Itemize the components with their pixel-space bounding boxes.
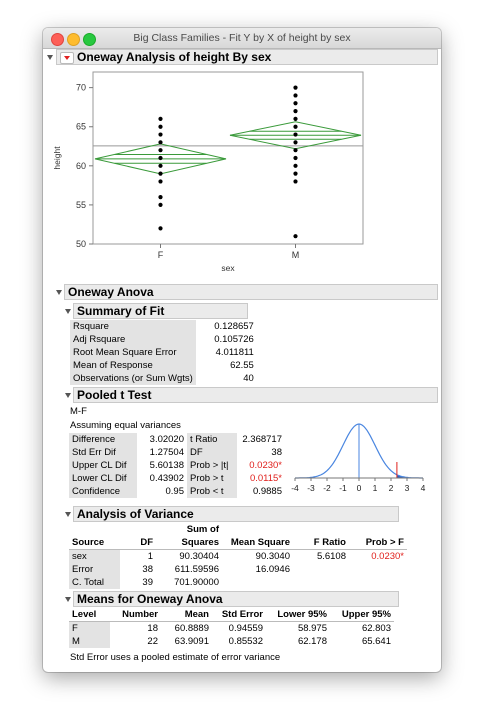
ttest-label: Difference (69, 433, 137, 446)
table-cell (349, 576, 407, 589)
fit-label: Rsquare (70, 320, 196, 333)
x-tick-label: 2 (388, 483, 394, 493)
ttest-value: 1.27504 (149, 447, 184, 458)
ttest-stat-value: 2.368717 (242, 434, 282, 445)
column-header-top (120, 523, 156, 536)
table-cell: 38 (142, 564, 153, 575)
data-point (158, 172, 162, 176)
column-header: Lower 95% (266, 608, 330, 622)
oneway-title: Oneway Analysis of height By sex (77, 50, 272, 64)
table-cell: 0.85532 (228, 636, 263, 647)
table-row (69, 622, 394, 636)
y-tick-label: 60 (75, 160, 86, 171)
column-header: Mean Square (222, 536, 293, 550)
plot-frame (93, 72, 363, 244)
fit-value: 0.128657 (214, 321, 254, 332)
table-header-row (69, 608, 394, 622)
table-row (69, 446, 285, 459)
fit-value: 40 (243, 373, 254, 384)
data-point (158, 203, 162, 207)
table-cell: sex (69, 550, 120, 564)
column-header-top: Sum of (186, 524, 219, 535)
table-row (70, 333, 257, 346)
table-cell: 5.6108 (316, 551, 346, 562)
fit-label: Root Mean Square Error (70, 346, 196, 359)
data-point (158, 117, 162, 121)
data-point (158, 195, 162, 199)
x-tick-label: F (157, 250, 164, 260)
table-cell: 65.641 (361, 636, 391, 647)
data-point (293, 109, 297, 113)
ttest-value: 5.60138 (149, 460, 184, 471)
means-table (69, 608, 394, 648)
ttest-stat-label: Prob < t (187, 485, 237, 498)
data-point (293, 117, 297, 121)
fit-value: 0.105726 (214, 334, 254, 345)
data-point (158, 226, 162, 230)
ttest-label: Std Err Dif (69, 446, 137, 459)
data-point (293, 93, 297, 97)
x-tick-label: -2 (323, 483, 331, 493)
table-cell: Error (69, 563, 120, 576)
title-bar (43, 28, 441, 49)
x-tick-label: 0 (356, 483, 362, 493)
table-row (69, 485, 285, 498)
ttest-stat-value: 0.9885 (252, 486, 282, 497)
table-cell: 63.9091 (174, 636, 209, 647)
data-point (293, 140, 297, 144)
table-row (69, 459, 285, 472)
ttest-stat-value: 0.0230* (249, 460, 282, 471)
table-row (69, 550, 407, 564)
ttest-value: 0.43902 (149, 473, 184, 484)
column-header: Upper 95% (330, 608, 394, 622)
data-point (158, 140, 162, 144)
ttest-stat-value: 0.0115* (249, 473, 282, 484)
table-row (69, 635, 394, 648)
data-point (158, 132, 162, 136)
data-point (293, 101, 297, 105)
ttest-label: Lower CL Dif (69, 472, 137, 485)
ttest-label: Upper CL Dif (69, 459, 137, 472)
table-cell: 16.0946 (255, 564, 290, 575)
data-point (158, 148, 162, 152)
oneway-header (56, 49, 438, 65)
column-header: Prob > F (349, 536, 407, 550)
ttest-label: Confidence (69, 485, 137, 498)
ttest-stat-label: Prob > t (187, 472, 237, 485)
column-header: Squares (156, 536, 222, 550)
column-header-top (69, 523, 120, 536)
column-header-top (222, 523, 293, 536)
y-axis-label: height (52, 146, 62, 170)
fit-header: Summary of Fit (73, 303, 248, 319)
table-row (70, 346, 257, 359)
x-tick-label: -3 (307, 483, 315, 493)
x-tick-label: M (291, 250, 300, 260)
table-row (69, 576, 407, 589)
x-tick-label: 1 (372, 483, 378, 493)
disclosure-means-icon[interactable] (65, 597, 71, 602)
table-cell: 18 (147, 623, 158, 634)
table-row (70, 320, 257, 333)
table-cell: 0.94559 (228, 623, 263, 634)
column-header: DF (120, 536, 156, 550)
data-point (293, 132, 297, 136)
report-window (43, 28, 441, 672)
aov-header: Analysis of Variance (73, 506, 399, 522)
table-cell: 39 (142, 577, 153, 588)
anova-table (69, 523, 407, 589)
data-point (293, 234, 297, 238)
x-tick-label: -1 (339, 483, 347, 493)
table-cell: 611.59596 (174, 564, 219, 575)
data-point (293, 172, 297, 176)
table-cell: 0.0230* (371, 551, 404, 562)
y-tick-label: 50 (75, 239, 86, 249)
ttest-stat-label: Prob > |t| (187, 459, 237, 472)
data-point (293, 156, 297, 160)
ttest-header: Pooled t Test (73, 387, 438, 403)
disclosure-anova-icon[interactable] (56, 290, 62, 295)
ttest-stat-label: DF (187, 446, 237, 459)
data-point (158, 179, 162, 183)
table-cell: 62.178 (297, 636, 327, 647)
table-row (70, 372, 257, 385)
t-distribution-plot (283, 418, 433, 498)
table-cell: 58.975 (297, 623, 327, 634)
fit-label: Adj Rsquare (70, 333, 196, 346)
column-header: Number (110, 608, 161, 622)
table-row (69, 563, 407, 576)
oneway-chart (43, 66, 441, 276)
table-cell: 22 (147, 636, 158, 647)
anova-header: Oneway Anova (64, 284, 438, 300)
table-cell: 60.8889 (174, 623, 209, 634)
disclosure-fit-icon[interactable] (65, 309, 71, 314)
ttest-table (69, 433, 285, 498)
disclosure-aov-icon[interactable] (65, 512, 71, 517)
data-point (293, 164, 297, 168)
ttest-value: 3.02020 (149, 434, 184, 445)
table-row (69, 472, 285, 485)
column-header-top (293, 523, 349, 536)
red-triangle-menu-icon[interactable] (60, 52, 74, 64)
ttest-stat-value: 38 (271, 447, 282, 458)
ttest-stat-label: t Ratio (187, 433, 237, 446)
column-header: Level (69, 608, 110, 622)
table-row (69, 433, 285, 446)
x-tick-label: -4 (291, 483, 299, 493)
fit-label: Observations (or Sum Wgts) (70, 372, 196, 385)
x-tick-label: 4 (420, 483, 426, 493)
fit-value: 4.011811 (215, 347, 254, 358)
column-header: F Ratio (293, 536, 349, 550)
table-cell: 62.803 (361, 623, 391, 634)
table-cell (293, 563, 349, 576)
disclosure-oneway-icon[interactable] (47, 55, 53, 60)
table-cell: 90.30404 (179, 551, 219, 562)
table-header-row (69, 523, 407, 536)
y-tick-label: 55 (75, 199, 86, 210)
data-point (293, 125, 297, 129)
table-cell: 701.90000 (174, 577, 219, 588)
table-cell: F (69, 622, 110, 636)
data-point (158, 164, 162, 168)
y-tick-label: 70 (75, 82, 86, 93)
column-header: Std Error (212, 608, 266, 622)
table-cell (222, 576, 293, 589)
data-point (158, 156, 162, 160)
means-header: Means for Oneway Anova (73, 591, 399, 607)
window-title: Big Class Families - Fit Y by X of height by sex (133, 32, 351, 44)
table-cell (293, 576, 349, 589)
x-tick-label: 3 (404, 483, 410, 493)
x-axis-label: sex (221, 263, 235, 273)
data-point (158, 125, 162, 129)
column-header: Mean (161, 608, 212, 622)
table-cell: 1 (147, 551, 153, 562)
table-cell (349, 563, 407, 576)
ttest-value: 0.95 (165, 486, 184, 497)
means-note: Std Error uses a pooled estimate of error variance (70, 652, 281, 663)
data-point (293, 148, 297, 152)
ttest-pair: M-F (70, 406, 87, 417)
ttest-assumption: Assuming equal variances (70, 420, 181, 431)
fit-value: 62.55 (230, 360, 254, 371)
fit-label: Mean of Response (70, 359, 196, 372)
table-row (70, 359, 257, 372)
data-point (293, 179, 297, 183)
table-cell: M (69, 635, 110, 648)
table-cell: 90.3040 (255, 551, 290, 562)
column-header: Source (69, 536, 120, 550)
table-cell: C. Total (69, 576, 120, 589)
disclosure-ttest-icon[interactable] (65, 393, 71, 398)
table-header-row (69, 536, 407, 550)
y-tick-label: 65 (75, 121, 86, 132)
data-point (293, 86, 297, 90)
summary-of-fit-table (70, 320, 257, 385)
column-header-top (349, 523, 407, 536)
